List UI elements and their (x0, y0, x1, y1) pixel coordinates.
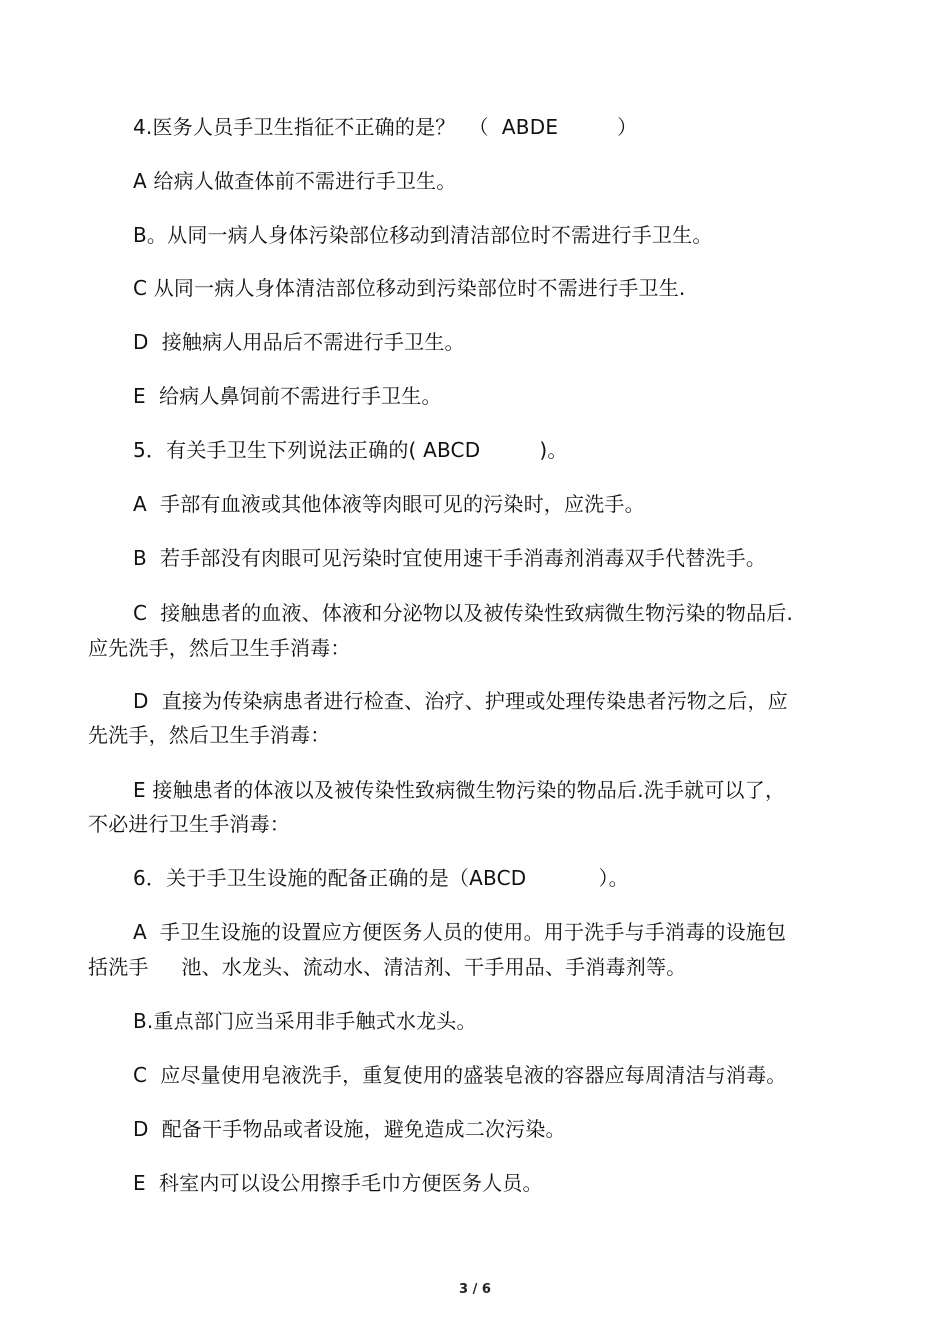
question-4-option-a: A 给病人做查体前不需进行手卫生。 (133, 169, 457, 193)
question-6-option-d: D 配备干手物品或者设施，避免造成二次污染。 (133, 1117, 566, 1141)
question-5-option-e-line2: 不必进行卫生手消毒： (88, 812, 290, 836)
question-6-option-a-line1: A 手卫生设施的设置应方便医务人员的使用。用于洗手与手消毒的设施包 (133, 920, 787, 944)
question-6-option-c: C 应尽量使用皂液洗手，重复使用的盛装皂液的容器应每周清洁与消毒。 (133, 1063, 787, 1087)
question-5-option-d-line1: D 直接为传染病患者进行检查、治疗、护理或处理传染患者污物之后，应 (133, 689, 788, 713)
question-5-option-a: A 手部有血液或其他体液等肉眼可见的污染时，应洗手。 (133, 492, 645, 516)
question-6-option-a-line2: 括洗手 池、水龙头、流动水、清洁剂、干手用品、手消毒剂等。 (88, 955, 687, 979)
question-5-stem: 5．有关手卫生下列说法正确的( ABCD )。 (133, 438, 568, 462)
question-4-stem: 4.医务人员手卫生指征不正确的是？ （ ABDE ） (133, 115, 638, 139)
question-4-option-c: C 从同一病人身体清洁部位移动到污染部位时不需进行手卫生. (133, 276, 686, 300)
question-4-option-b: B。从同一病人身体污染部位移动到清洁部位时不需进行手卫生。 (133, 223, 713, 247)
question-5-option-d-line2: 先洗手，然后卫生手消毒： (88, 723, 331, 747)
question-5-option-e-line1: E 接触患者的体液以及被传染性致病微生物污染的物品后.洗手就可以了， (133, 778, 786, 802)
page-number: 3 / 6 (459, 1282, 491, 1297)
question-5-option-c-line2: 应先洗手，然后卫生手消毒： (88, 636, 351, 660)
question-4-option-d: D 接触病人用品后不需进行手卫生。 (133, 330, 465, 354)
question-5-option-b: B 若手部没有肉眼可见污染时宜使用速干手消毒剂消毒双手代替洗手。 (133, 546, 767, 570)
question-4-option-e: E 给病人鼻饲前不需进行手卫生。 (133, 384, 442, 408)
question-6-option-b: B.重点部门应当采用非手触式水龙头。 (133, 1009, 477, 1033)
question-6-stem: 6．关于手卫生设施的配备正确的是（ABCD ）。 (133, 866, 629, 890)
question-6-option-e: E 科室内可以设公用擦手毛巾方便医务人员。 (133, 1171, 543, 1195)
question-5-option-c-line1: C 接触患者的血液、体液和分泌物以及被传染性致病微生物污染的物品后. (133, 601, 794, 625)
